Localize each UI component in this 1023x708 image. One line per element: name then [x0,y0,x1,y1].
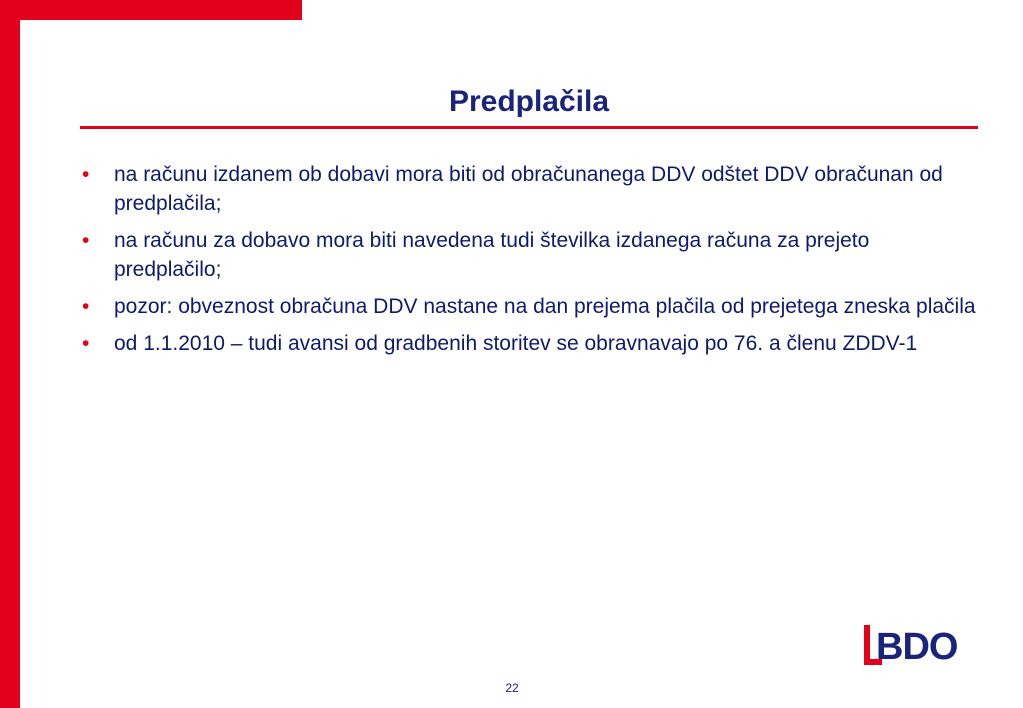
page-number: 22 [505,681,519,695]
bullet-dot-icon: • [82,295,90,318]
bullet-item [82,160,982,218]
bullet-text: na računu za dobavo mora biti navedena tudi številka izdanega računa za prejeto predplačilo; [114,229,870,281]
bullet-item [82,329,982,358]
bullet-text: na računu izdanem ob dobavi mora biti od obračunanega DDV odštet DDV obračunan od predplačila; [114,163,943,215]
title-underline [80,126,978,129]
bullet-item [82,226,982,284]
bullet-item [82,292,982,321]
left-accent-bar [0,0,20,708]
bullet-dot-icon: • [82,229,90,252]
bullet-dot-icon: • [82,332,90,355]
bdo-logo [864,623,978,669]
bullet-text: pozor: obveznost obračuna DDV nastane na dan prejema plačila od prejetega zneska plačila [114,295,976,318]
bullet-list [82,160,982,366]
bullet-text: od 1.1.2010 – tudi avansi od gradbenih storitev se obravnavajo po 76. a členu ZDDV-1 [114,332,918,355]
top-accent-bar [0,0,302,20]
slide-title: Predplačila [448,85,610,118]
logo-text: BDO [876,626,958,668]
bullet-dot-icon: • [82,163,90,186]
